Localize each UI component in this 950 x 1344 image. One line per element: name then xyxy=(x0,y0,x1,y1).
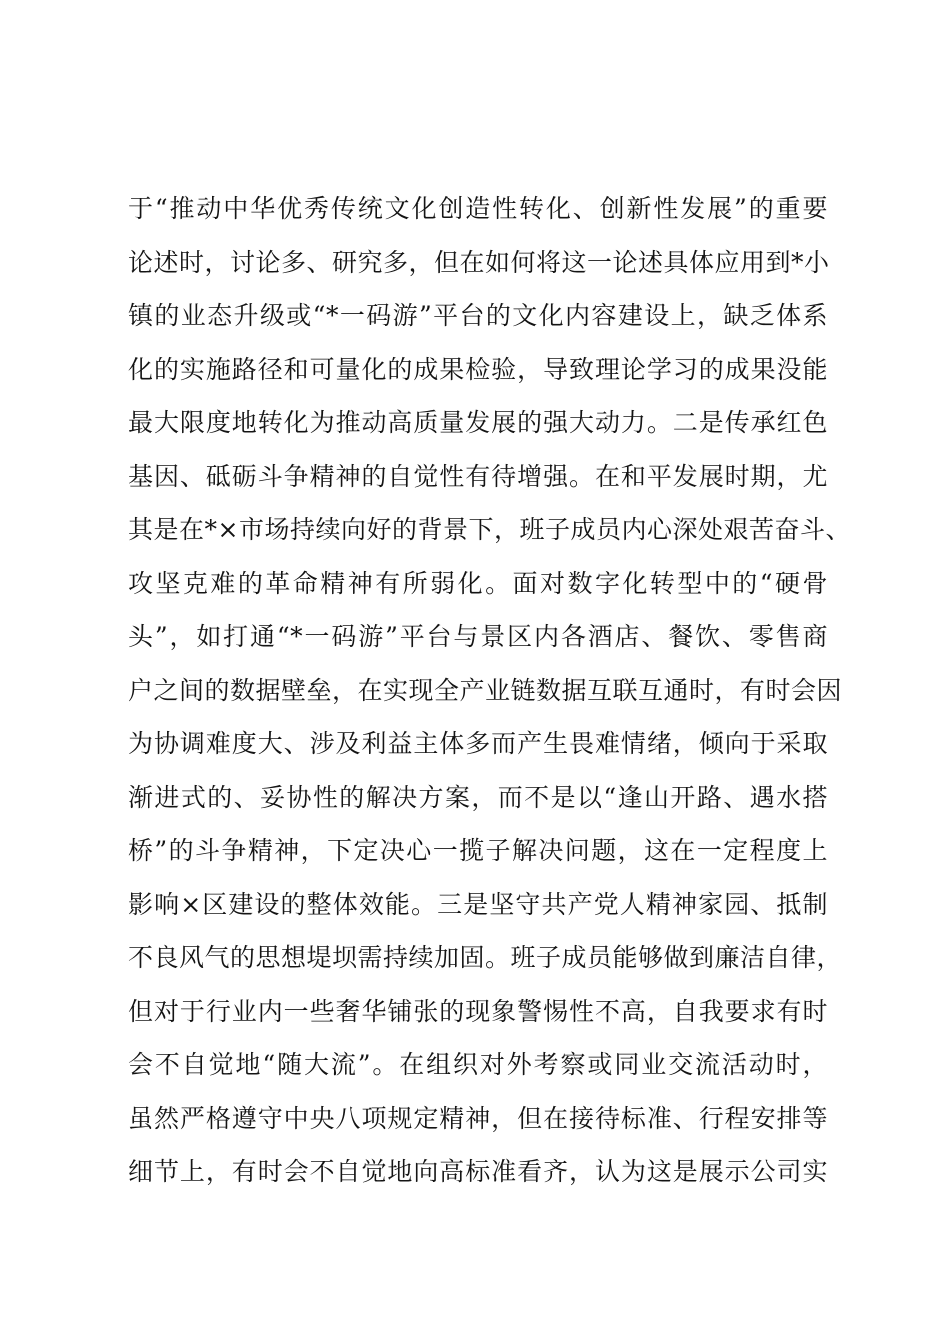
text-line: 攻坚克难的革命精神有所弱化。面对数字化转型中的“硬骨 xyxy=(128,568,828,598)
text-line: 最大限度地转化为推动高质量发展的强大动力。二是传承红色 xyxy=(128,408,828,437)
text-line: 但对于行业内一些奢华铺张的现象警惕性不高，自我要求有时 xyxy=(128,996,828,1026)
text-line: 化的实施路径和可量化的成果检验，导致理论学习的成果没能 xyxy=(128,354,828,384)
text-line: 虽然严格遵守中央八项规定精神，但在接待标准、行程安排等 xyxy=(128,1103,828,1133)
text-line: 渐进式的、妥协性的解决方案，而不是以“逢山开路、遇水搭 xyxy=(128,782,828,812)
text-line: 论述时，讨论多、研究多，但在如何将这一论述具体应用到*小 xyxy=(128,247,830,277)
text-line: 于“推动中华优秀传统文化创造性转化、创新性发展”的重要 xyxy=(128,194,828,223)
text-line: 会不自觉地“随大流”。在组织对外考察或同业交流活动时， xyxy=(128,1050,828,1079)
text-line: 其是在*×市场持续向好的背景下，班子成员内心深处艰苦奋斗、 xyxy=(128,515,851,544)
text-line: 为协调难度大、涉及利益主体多而产生畏难情绪，倾向于采取 xyxy=(128,729,828,758)
text-line: 细节上，有时会不自觉地向高标准看齐，认为这是展示公司实 xyxy=(128,1157,828,1186)
body-paragraph xyxy=(128,182,851,1199)
text-line: 不良风气的思想堤坝需持续加固。班子成员能够做到廉洁自律， xyxy=(128,943,843,972)
text-line: 基因、砥砺斗争精神的自觉性有待增强。在和平发展时期，尤 xyxy=(128,461,828,491)
text-line: 影响×区建设的整体效能。三是坚守共产党人精神家园、抵制 xyxy=(128,889,828,919)
text-line: 镇的业态升级或“*一码游”平台的文化内容建设上，缺乏体系 xyxy=(128,301,828,330)
text-line: 头”，如打通“*一码游”平台与景区内各酒店、餐饮、零售商 xyxy=(128,622,828,651)
text-line: 户之间的数据壁垒，在实现全产业链数据互联互通时，有时会因 xyxy=(128,675,843,705)
text-line: 桥”的斗争精神，下定决心一揽子解决问题，这在一定程度上 xyxy=(128,836,828,865)
